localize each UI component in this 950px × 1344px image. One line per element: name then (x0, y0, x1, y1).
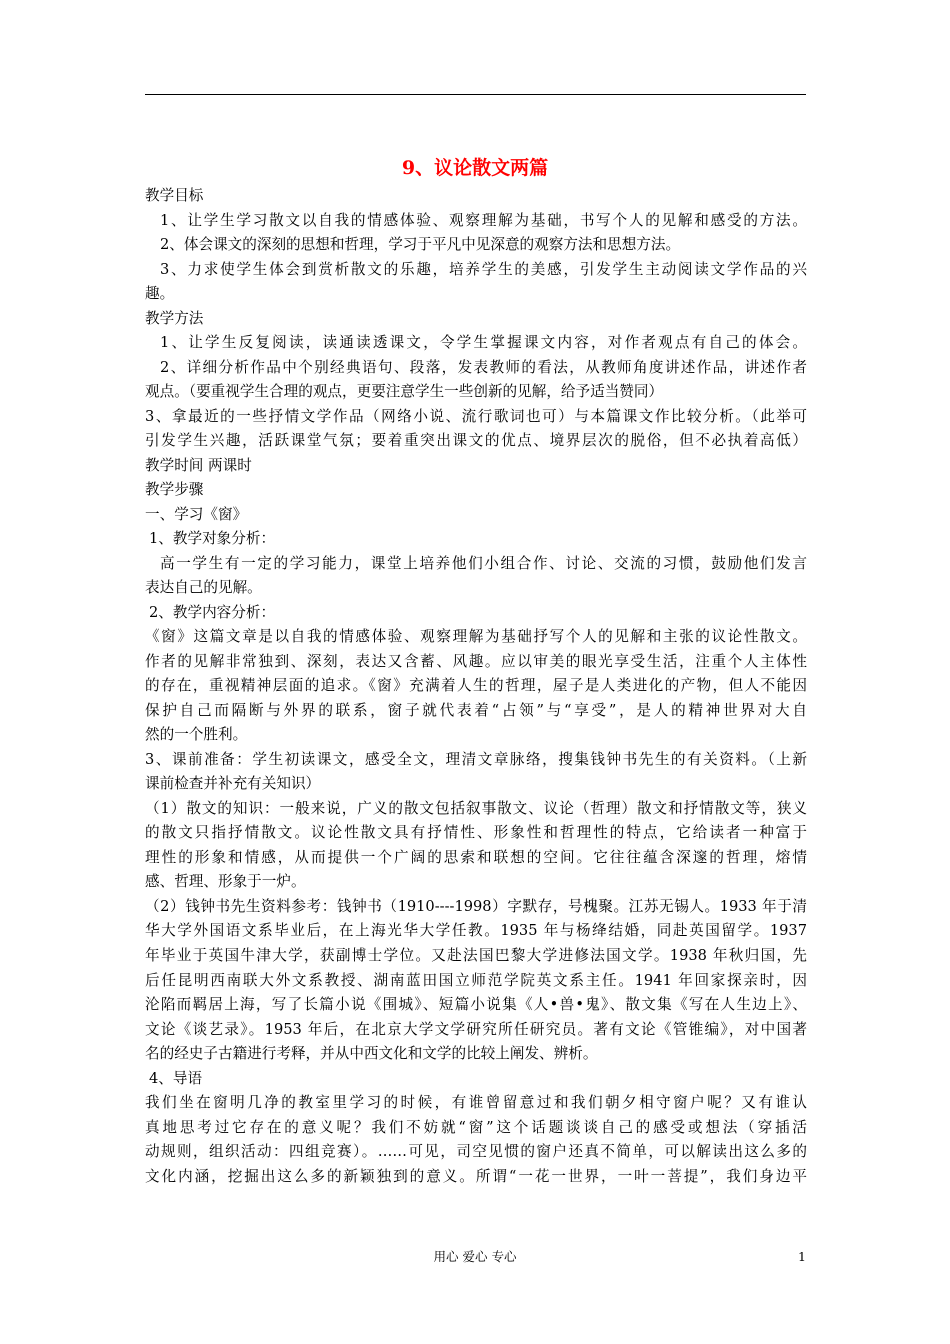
text-line: 的散文只指抒情散文。议论性散文具有抒情性、形象性和哲理性的特点，它给读者一种富于 (145, 824, 807, 842)
text-line: 1、让学生学习散文以自我的情感体验、观察理解为基础，书写个人的见解和感受的方法。 (160, 211, 807, 229)
text-line: 教学方法 (145, 309, 204, 327)
text-line: 保护自己而隔断与外界的联系，窗子就代表着“占领”与“享受”，是人的精神世界对大自 (145, 701, 807, 719)
text-line: 2、体会课文的深刻的思想和哲理，学习于平凡中见深意的观察方法和思想方法。 (160, 236, 681, 254)
text-line: 3、课前准备：学生初读课文，感受全文，理清文章脉络，搜集钱钟书先生的有关资料。（上新 (145, 750, 807, 768)
text-line: 文论《谈艺录》。1953 年后，在北京大学文学研究所任研究员。著有文论《管锥编》，对中国著 (145, 1020, 807, 1038)
header-rule (145, 94, 806, 95)
text-line: 感、哲理、形象于一炉。 (145, 873, 306, 891)
text-line: 作者的见解非常独到、深刻，表达又含蓄、风趣。应以审美的眼光享受生活，注重个人主体性 (145, 652, 807, 670)
text-line: 引发学生兴趣，活跃课堂气氛；要着重突出课文的优点、境界层次的脱俗，但不必执着高低） (145, 432, 807, 450)
text-line: 高一学生有一定的学习能力，课堂上培养他们小组合作、讨论、交流的习惯，鼓励他们发言 (160, 554, 807, 572)
text-line: 3、力求使学生体会到赏析散文的乐趣，培养学生的美感，引发学生主动阅读文学作品的兴 (160, 260, 807, 278)
text-line: 1、教学对象分析： (149, 530, 276, 548)
text-line: 的存在，重视精神层面的追求。《窗》充满着人生的哲理，屋子是人类进化的产物，但人不能因 (145, 677, 807, 695)
text-line: 我们坐在窗明几净的教室里学习的时候，有谁曾留意过和我们朝夕相守窗户呢？又有谁认 (145, 1094, 807, 1112)
document-body (145, 184, 807, 1189)
text-line: 观点。（要重视学生合理的观点，更要注意学生一些创新的见解，给予适当赞同） (145, 383, 664, 401)
footer-text: 用心 爱心 专心 (433, 1249, 517, 1264)
text-line: 后任昆明西南联大外文系教授、湖南蓝田国立师范学院英文系主任。1941 年回家探亲时，因 (145, 971, 807, 989)
text-line: 名的经史子古籍进行考释，并从中西文化和文学的比较上阐发、辨析。 (145, 1045, 598, 1063)
text-line: 表达自己的见解。 (145, 579, 262, 597)
text-line: 文化内涵，挖掘出这么多的新颖独到的意义。所谓“一花一世界，一叶一菩提”，我们身边平 (145, 1167, 807, 1185)
text-line: 2、详细分析作品中个别经典语句、段落，发表教师的看法，从教师角度讲述作品，讲述作者 (160, 358, 807, 376)
page-number: 1 (798, 1249, 806, 1264)
text-line: 华大学外国语文系毕业后，在上海光华大学任教。1935 年与杨绛结婚，同赴英国留学。1937 (145, 922, 807, 940)
text-line: 理性的形象和情感，从而提供一个广阔的思索和联想的空间。它往往蕴含深邃的哲理，熔情 (145, 848, 807, 866)
text-line: 3、拿最近的一些抒情文学作品（网络小说、流行歌词也可）与本篇课文作比较分析。（此举可 (145, 407, 807, 425)
text-line: 动规则，组织活动：四组竞赛）。……可见，司空见惯的窗户还真不简单，可以解读出这么多的 (145, 1143, 807, 1161)
text-line: 课前检查并补充有关知识） (145, 775, 321, 793)
text-line: 一、学习《窗》 (145, 505, 248, 523)
text-line: 1、让学生反复阅读，读通读透课文，令学生掌握课文内容，对作者观点有自己的体会。 (160, 334, 807, 352)
text-line: 真地思考过它存在的意义呢？我们不妨就“窗”这个话题谈谈自己的感受或想法（穿插活 (145, 1118, 807, 1136)
text-line: 4、导语 (149, 1069, 203, 1087)
text-line: 教学时间 两课时 (145, 456, 252, 474)
text-line: 教学步骤 (145, 481, 204, 499)
text-line: 教学目标 (145, 187, 204, 204)
text-line: 年毕业于英国牛津大学，获副博士学位。又赴法国巴黎大学进修法国文学。1938 年秋归国，先 (145, 946, 807, 964)
page-title: 9、议论散文两篇 (401, 157, 549, 179)
text-line: （2）钱钟书先生资料参考：钱钟书（1910----1998）字默存，号槐聚。江苏无锡人。1933 年于清 (145, 897, 807, 915)
text-line: 《窗》这篇文章是以自我的情感体验、观察理解为基础抒写个人的见解和主张的议论性散文。 (145, 628, 807, 646)
text-line: 2、教学内容分析： (149, 603, 276, 621)
text-line: （1）散文的知识：一般来说，广义的散文包括叙事散文、议论（哲理）散文和抒情散文等，狭义 (145, 799, 807, 817)
text-line: 沦陷而羁居上海，写了长篇小说《围城》、短篇小说集《人•兽•鬼》、散文集《写在人生边上》、 (145, 996, 807, 1014)
text-line: 趣。 (145, 285, 175, 303)
text-line: 然的一个胜利。 (145, 726, 248, 744)
